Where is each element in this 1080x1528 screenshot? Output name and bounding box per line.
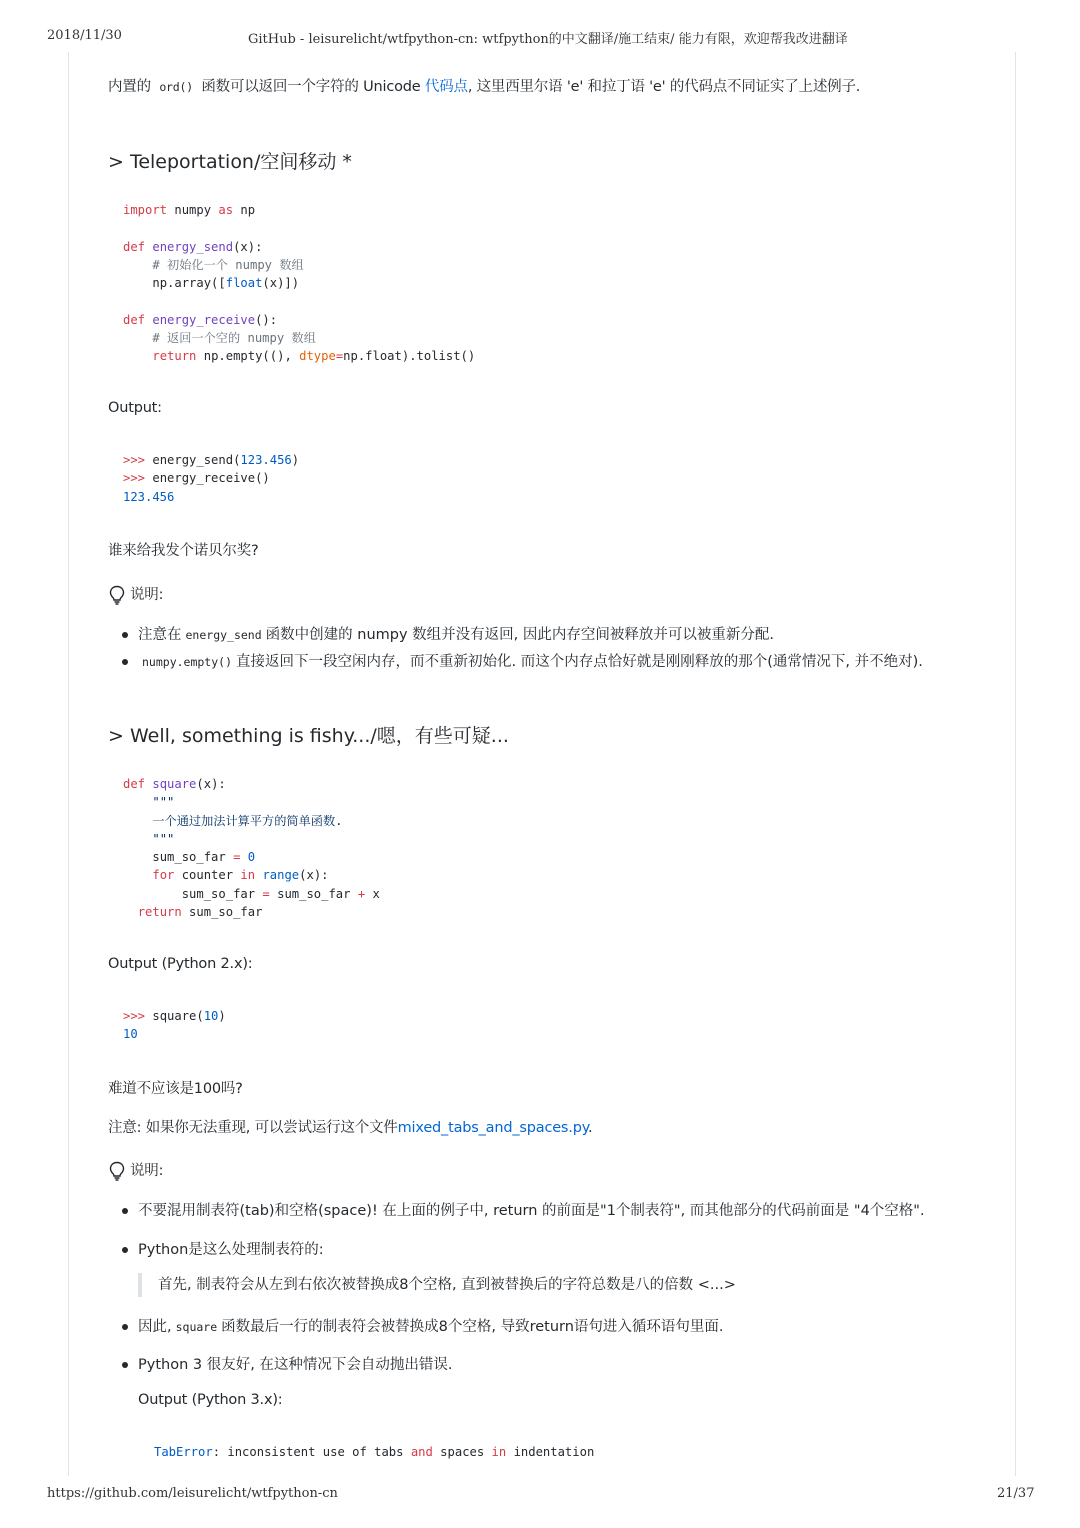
inline-code-ord: ord() bbox=[159, 80, 193, 94]
mixed-tabs-file-link[interactable]: mixed_tabs_and_spaces.py bbox=[397, 1120, 589, 1136]
section-heading-teleportation: > Teleportation/空间移动 * bbox=[108, 151, 352, 173]
output-block-teleportation: >>> energy_send(123.456) >>> energy_receive() 123.456 bbox=[123, 453, 300, 504]
hundred-question: 难道不应该是100吗? bbox=[108, 1081, 243, 1097]
page-number: 21/37 bbox=[997, 1486, 1035, 1501]
output-label-2: Output (Python 2.x): bbox=[108, 956, 253, 972]
output-label-3: Output (Python 3.x): bbox=[138, 1392, 283, 1408]
print-page-title: GitHub - leisurelicht/wtfpython-cn: wtfpython的中文翻译/施工结束/ 能力有限，欢迎帮我改进翻译 bbox=[248, 32, 848, 47]
code-block-square: def square(x): """ 一个通过加法计算平方的简单函数. """ sum_so_far = 0 for counter in range(x): sum_so_far = sum_so_far + x return sum_so_far bbox=[123, 777, 380, 920]
codepoint-link[interactable]: 代码点 bbox=[424, 79, 468, 95]
print-url: https://github.com/leisurelicht/wtfpython-cn bbox=[47, 1486, 338, 1501]
lightbulb-icon bbox=[108, 1161, 126, 1181]
explanation-heading-1: 说明: bbox=[108, 583, 163, 605]
explanation-heading-2: 说明: bbox=[108, 1159, 163, 1181]
blockquote: 首先, 制表符会从左到右依次被替换成8个空格, 直到被替换后的字符总数是八的倍数 <...> bbox=[138, 1273, 736, 1297]
note-paragraph: 注意: 如果你无法重现, 可以尝试运行这个文件mixed_tabs_and_spaces.py. bbox=[108, 1120, 593, 1136]
section-heading-fishy: > Well, something is fishy.../嗯，有些可疑... bbox=[108, 725, 509, 747]
nobel-question: 谁来给我发个诺贝尔奖? bbox=[108, 543, 259, 559]
code-block-teleportation: import numpy as np def energy_send(x): # 初始化一个 numpy 数组 np.array([float(x)]) def energy_receive(): # 返回一个空的 numpy 数组 return np.empty((), dtype=np.float).tolist() bbox=[123, 203, 476, 364]
intro-paragraph: 内置的 ord() 函数可以返回一个字符的 Unicode 代码点, 这里西里尔语 'e' 和拉丁语 'e' 的代码点不同证实了上述例子. bbox=[108, 79, 861, 95]
output-label-1: Output: bbox=[108, 400, 162, 416]
inline-code-numpy-empty: numpy.empty() bbox=[142, 655, 233, 669]
output-block-square: >>> square(10) 10 bbox=[123, 1009, 226, 1042]
print-date: 2018/11/30 bbox=[47, 28, 122, 43]
inline-code-energy-send: energy_send bbox=[185, 628, 262, 642]
inline-code-square: square bbox=[175, 1320, 218, 1334]
output-block-taberror: TabError: inconsistent use of tabs and spaces in indentation bbox=[154, 1445, 595, 1459]
lightbulb-icon bbox=[108, 585, 126, 605]
